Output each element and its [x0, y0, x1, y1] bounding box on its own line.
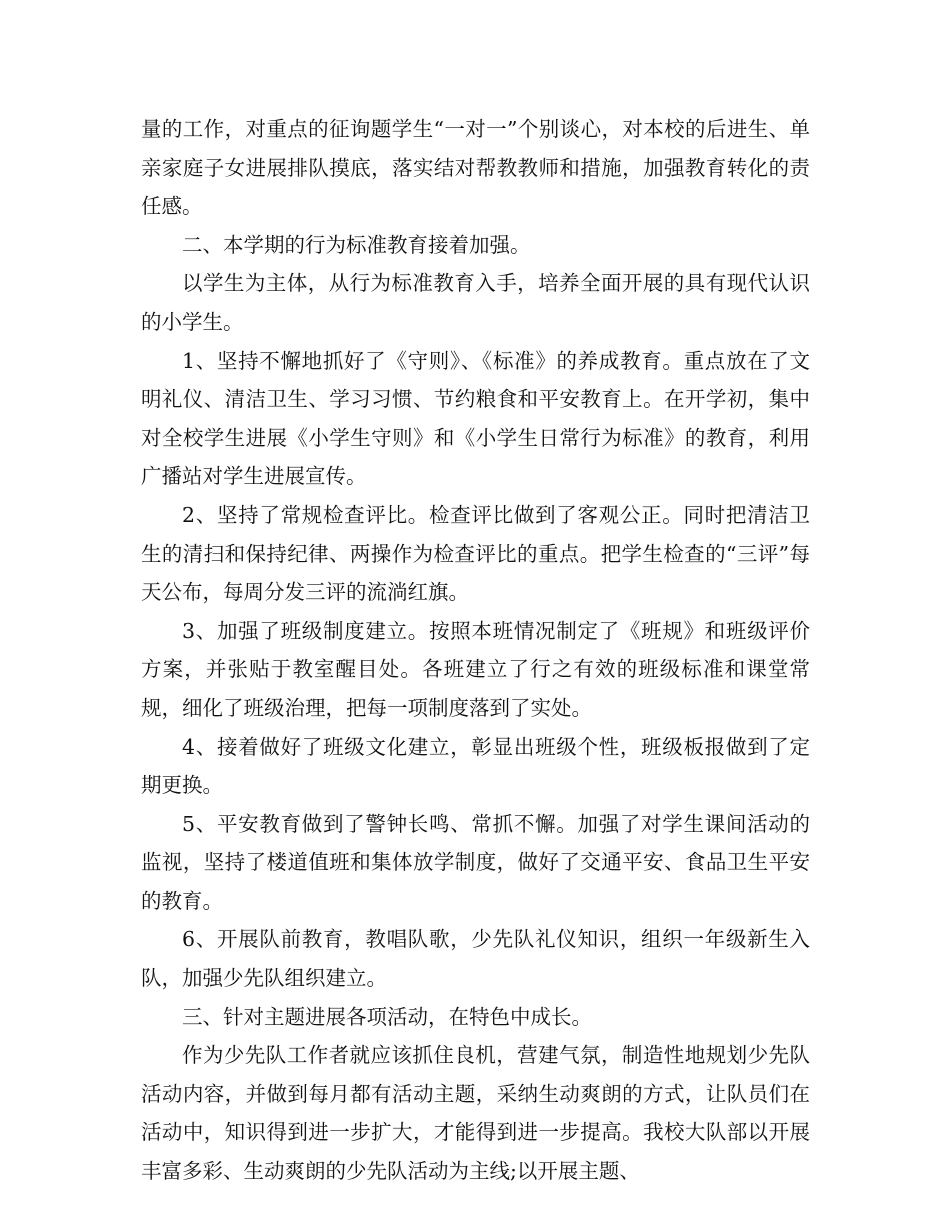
- section-heading-2: 二、本学期的行为标准教育接着加强。: [182, 232, 531, 257]
- list-item-4: 4、接着做好了班级文化建立，彰显出班级个性，班级板报做到了定期更换。: [141, 734, 810, 798]
- list-item-5: 5、平安教育做到了警钟长鸣、常抓不懈。加强了对学生课间活动的监视，坚持了楼道值班和集体放学制度，做好了交通平安、食品卫生平安的教育。: [141, 811, 810, 913]
- list-item-1: 1、坚持不懈地抓好了《守则》、《标准》的养成教育。重点放在了文明礼仪、清洁卫生、学习习惯、节约粮食和平安教育上。在开学初，集中对全校学生进展《小学生守则》和《小学生日常行为标准》的教育，利用广播站对学生进展宣传。: [141, 348, 810, 489]
- list-item-2: 2、坚持了常规检查评比。检查评比做到了客观公正。同时把清洁卫生的清扫和保持纪律、两操作为检查评比的重点。把学生检查的“三评”每天公布，每周分发三评的流淌红旗。: [141, 502, 810, 605]
- paragraph-activities: 作为少先队工作者就应该抓住良机，营建气氛，制造性地规划少先队活动内容，并做到每月都有活动主题，采纳生动爽朗的方式，让队员们在活动中，知识得到进一步扩大，才能得到进一步提高。我校大队部以开展丰富多彩、生动爽朗的少先队活动为主线;以开展主题、: [141, 1043, 810, 1184]
- document-body: [141, 110, 810, 1191]
- list-item-6: 6、开展队前教育，教唱队歌，少先队礼仪知识，组织一年级新生入队，加强少先队组织建立。: [141, 927, 810, 991]
- section-heading-3: 三、针对主题进展各项活动，在特色中成长。: [182, 1004, 592, 1029]
- paragraph-intro: 以学生为主体，从行为标准教育入手，培养全面开展的具有现代认识的小学生。: [141, 271, 810, 334]
- list-item-3: 3、加强了班级制度建立。按照本班情况制定了《班规》和班级评价方案，并张贴于教室醒目处。各班建立了行之有效的班级标准和课堂常规，细化了班级治理，把每一项制度落到了实处。: [141, 618, 810, 720]
- paragraph-continuation: 量的工作，对重点的征询题学生“一对一”个别谈心，对本校的后进生、单亲家庭子女进展排队摸底，落实结对帮教教师和措施，加强教育转化的责任感。: [141, 117, 810, 219]
